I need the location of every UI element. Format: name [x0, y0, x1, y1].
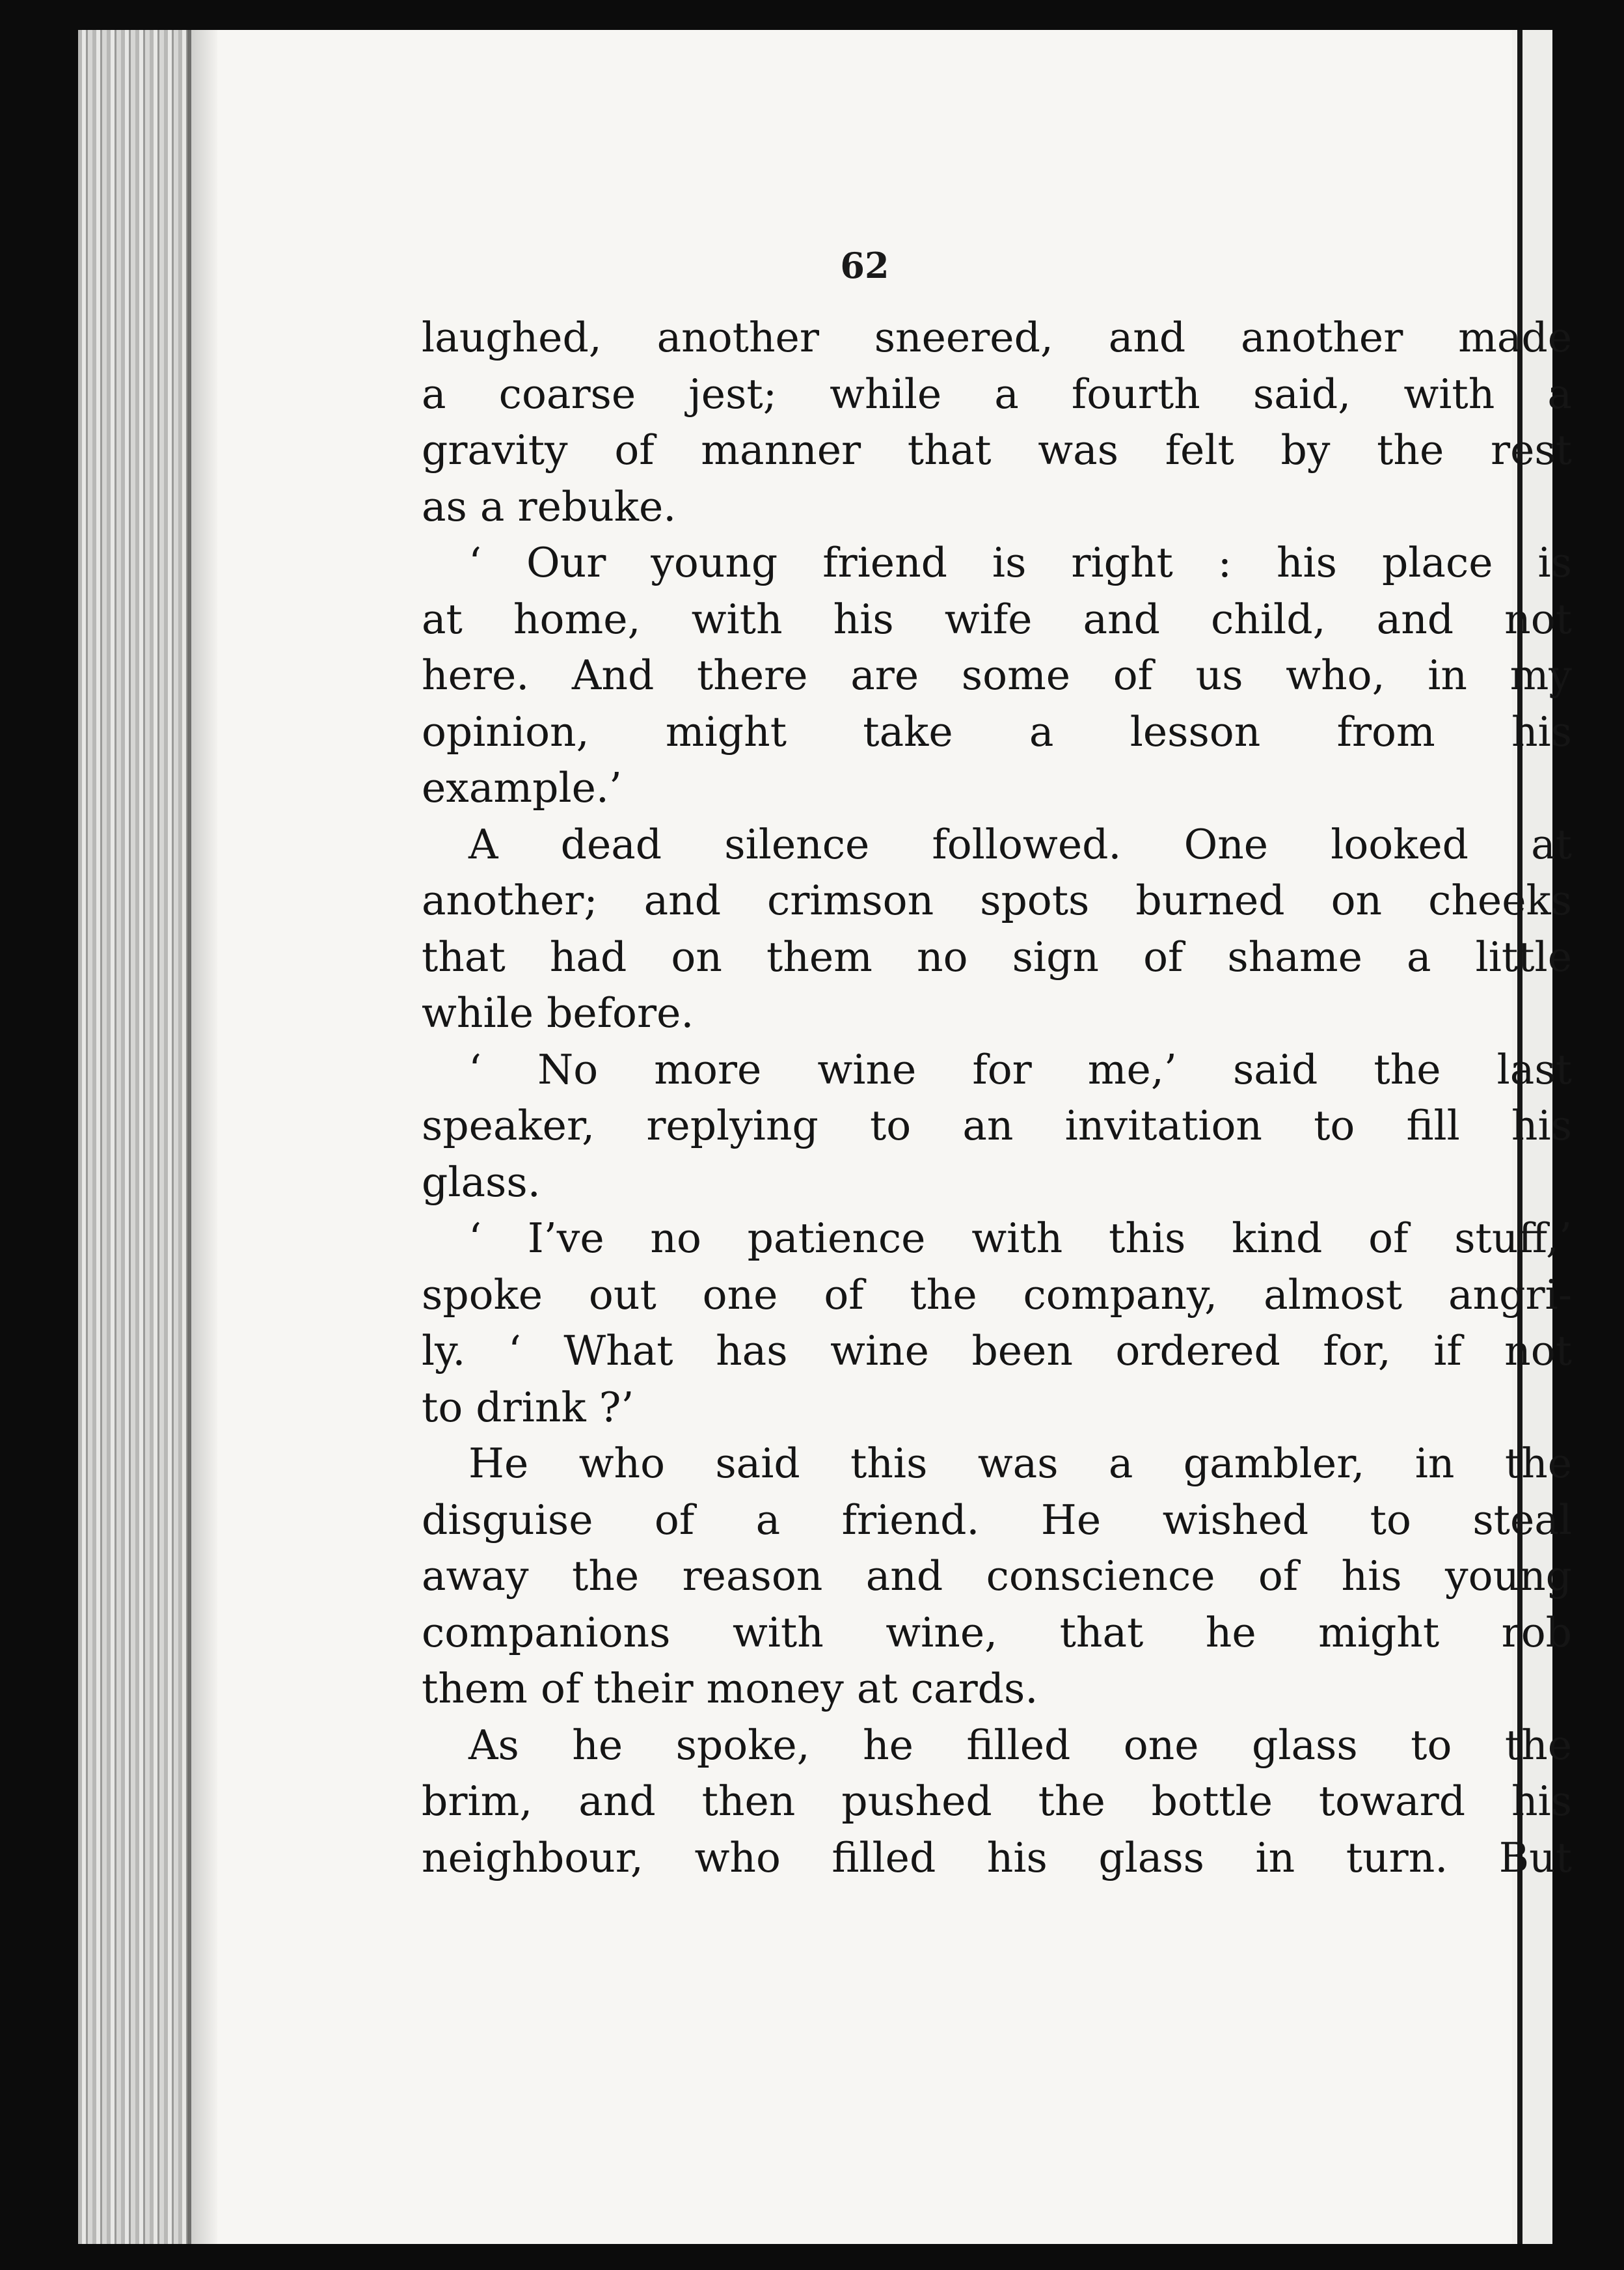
text-line: another; and crimson spots burned on cheeks [422, 877, 1572, 924]
text-line: opinion, might take a lesson from his [422, 707, 1572, 756]
gutter-shadow [191, 30, 217, 2244]
book-page-edges [78, 30, 191, 2244]
text-line: brim, and then pushed the bottle toward his [422, 1777, 1572, 1825]
page-number: 62 [840, 245, 889, 286]
text-line: ‘ I’ve no patience with this kind of stuff,’ [468, 1214, 1572, 1262]
text-line: that had on them no sign of shame a little [422, 933, 1572, 981]
text-line: gravity of manner that was felt by the rest [422, 426, 1572, 474]
text-line: neighbour, who filled his glass in turn. But [422, 1833, 1572, 1881]
text-line: speaker, replying to an invitation to fill his [422, 1102, 1572, 1149]
scan-edge-bottom [0, 2244, 1624, 2270]
paragraph [422, 1042, 1572, 1211]
book-page [217, 30, 1572, 2244]
text-line: ly. ‘ What has wine been ordered for, if not [422, 1327, 1572, 1374]
text-line: laughed, another sneered, and another made [422, 314, 1572, 361]
text-line: As he spoke, he filled one glass to the [468, 1721, 1572, 1769]
text-line: He who said this was a gambler, in the [468, 1440, 1572, 1487]
paragraph [422, 1210, 1572, 1436]
paragraph [422, 817, 1572, 1042]
text-line: companions with wine, that he might rob [422, 1608, 1572, 1656]
text-line: glass. [422, 1158, 541, 1206]
text-line: spoke out one of the company, almost angri- [422, 1270, 1572, 1319]
text-line: to drink ?’ [422, 1383, 634, 1431]
body-text [422, 310, 1572, 1886]
text-line: ‘ Our young friend is right : his place is [468, 539, 1572, 586]
text-line: while before. [422, 989, 694, 1037]
text-line: ‘ No more wine for me,’ said the last [468, 1045, 1572, 1093]
text-line: them of their money at cards. [422, 1665, 1038, 1712]
text-line: at home, with his wife and child, and not [422, 595, 1572, 643]
paragraph [422, 1436, 1572, 1717]
scan-edge-top [0, 0, 1624, 30]
paragraph [422, 1717, 1572, 1887]
text-line: disguise of a friend. He wished to steal [422, 1496, 1572, 1544]
text-line: here. And there are some of us who, in my [422, 651, 1572, 699]
text-line: example.’ [422, 764, 622, 812]
text-line: a coarse jest; while a fourth said, with a [422, 370, 1572, 418]
text-line: A dead silence followed. One looked at [468, 820, 1572, 868]
text-line: as a rebuke. [422, 482, 677, 530]
text-line: away the reason and conscience of his young [422, 1552, 1572, 1600]
scan-edge-left [0, 0, 78, 2270]
paragraph [422, 310, 1572, 535]
paragraph [422, 535, 1572, 817]
